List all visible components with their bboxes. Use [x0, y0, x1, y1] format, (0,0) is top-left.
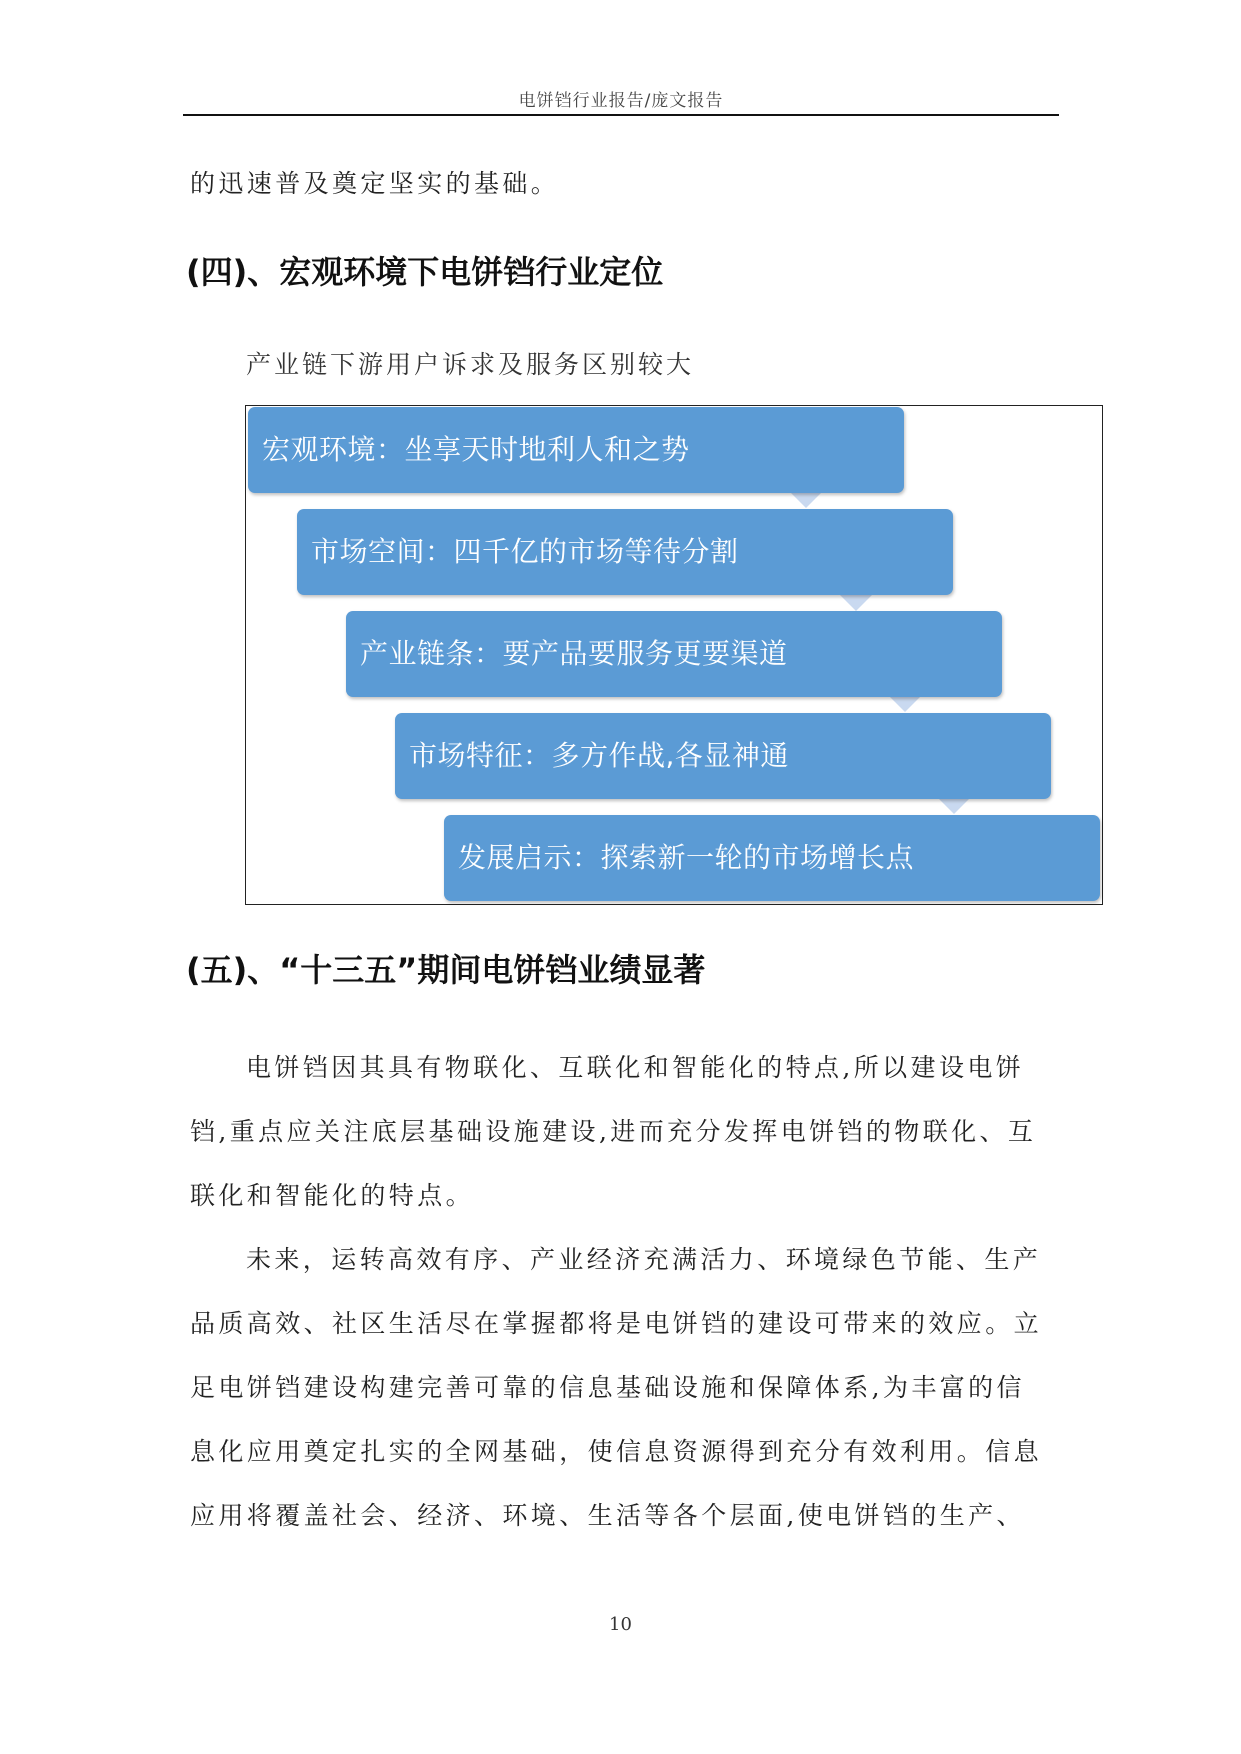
- diagram-caption: 产业链下游用户诉求及服务区别较大: [246, 350, 695, 379]
- text-line: 铛,重点应关注底层基础设施建设,进而充分发挥电饼铛的物联化、互: [190, 1117, 1037, 1146]
- section-4-heading: (四)、宏观环境下电饼铛行业定位: [186, 253, 664, 291]
- text-line: 息化应用奠定扎实的全网基础，使信息资源得到充分有效利用。信息: [190, 1437, 1043, 1466]
- step-macro-environment: 宏观环境：坐享天时地利人和之势: [248, 407, 904, 493]
- text-line: 品质高效、社区生活尽在掌握都将是电饼铛的建设可带来的效应。立: [190, 1309, 1043, 1338]
- text-line: 联化和智能化的特点。: [190, 1181, 475, 1210]
- step-market-space: 市场空间：四千亿的市场等待分割: [297, 509, 953, 595]
- section-5-paragraph-2: [190, 1228, 1050, 1548]
- step-market-features: 市场特征：多方作战,各显神通: [395, 713, 1051, 799]
- text-line: 应用将覆盖社会、经济、环境、生活等各个层面,使电饼铛的生产、: [190, 1501, 1025, 1530]
- step-development-insight: 发展启示：探索新一轮的市场增长点: [444, 815, 1100, 901]
- header-rule: [183, 114, 1059, 116]
- running-header: 电饼铛行业报告/庞文报告: [518, 91, 724, 111]
- text-line: 足电饼铛建设构建完善可靠的信息基础设施和保障体系,为丰富的信: [190, 1373, 1025, 1402]
- process-diagram: [245, 405, 1103, 905]
- text-line: 未来，运转高效有序、产业经济充满活力、环境绿色节能、生产: [246, 1245, 1042, 1274]
- section-5-heading: (五)、“十三五”期间电饼铛业绩显著: [186, 951, 706, 989]
- step-industry-chain: 产业链条：要产品要服务更要渠道: [346, 611, 1002, 697]
- text-line: 电饼铛因其具有物联化、互联化和智能化的特点,所以建设电饼: [246, 1053, 1025, 1082]
- page-number: 10: [609, 1614, 632, 1635]
- intro-paragraph: 的迅速普及奠定坚实的基础。: [190, 169, 560, 198]
- section-5-paragraph-1: [190, 1036, 1050, 1228]
